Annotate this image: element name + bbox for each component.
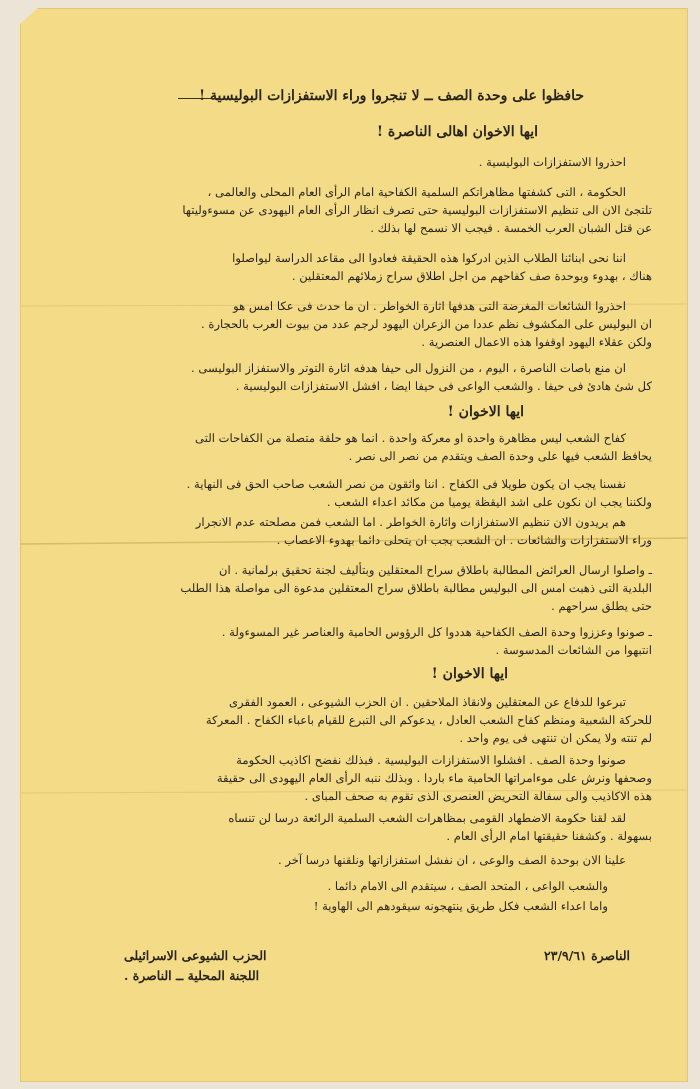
text-line: عن قتل الشبان العرب الخمسة . فيجب الا نسمح لها بذلك . <box>370 221 652 235</box>
text-line: ولكن عقلاء اليهود اوقفوا هذه الاعمال العنصرية . <box>421 335 652 349</box>
text-line: انتبهوا من الشائعات المدسوسة . <box>495 643 652 657</box>
text-line: اننا نحى ابنائنا الطلاب الذين ادركوا هذه الحقيقة فعادوا الى مقاعد الدراسة ليواصلوا <box>232 251 626 265</box>
title-dash-line <box>178 98 220 99</box>
text-line: واما اعداء الشعب فكل طريق ينتهجونه سيقودهم الى الهاوية ! <box>313 899 608 913</box>
text-line: ان منع باصات الناصرة ، اليوم ، من النزول الى حيفا هدفه اثارة التوتر والاستفزاز البوليسى . <box>191 361 626 375</box>
text-line: حتى يطلق سراحهم . <box>551 599 652 613</box>
text-line: وصحفها ونرش على موءامراتها الحامية ماء باردا . وبذلك ننبه الرأى العام اليهودى الى حقيقة <box>216 771 652 785</box>
text-line: تلتجئ الان الى تنظيم الاستفزازات البوليسية حتى تصرف انظار الرأى العام اليهودى عن مسوءوليتها <box>182 203 652 217</box>
text-line: وراء الاستفزازات والشائعات . ان الشعب يجب ان يتحلى دائما بهدوء الاعصاب . <box>276 533 652 547</box>
flyer-paper <box>20 8 688 1082</box>
text-line: للحركة الشعبية ومنظم كفاح الشعب العادل ، يدعوكم الى التبرع للقيام باعباء الكفاح . المعركة <box>205 713 652 727</box>
flyer-title: حافظوا على وحدة الصف ــ لا تنجروا وراء الاستفزازات البوليسية ! <box>198 88 584 104</box>
text-line: نفسنا يجب ان يكون طويلا فى الكفاح . اننا واثقون من نصر الشعب صاحب الحق فى النهاية . <box>186 477 626 491</box>
text-line: احذروا الشائعات المغرضة التى هدفها اثارة الخواطر . ان ما حدث فى عكا امس هو <box>233 299 626 313</box>
text-line: ـ واصلوا ارسال العرائض المطالبة باطلاق سراح المعتقلين وبتأليف لجنة تحقيق برلمانية . ان <box>218 563 652 577</box>
text-line: هم يريدون الان تنظيم الاستفزازات واثارة الخواطر . اما الشعب فمن مصلحته عدم الانجرار <box>195 515 626 529</box>
signature-committee: اللجنة المحلية ــ الناصرة . <box>124 968 260 983</box>
text-line: صونوا وحدة الصف . افشلوا الاستفزازات البوليسية . فبذلك نفضح اكاذيب الحكومة <box>236 753 626 767</box>
text-line: ان البوليس على المكشوف نظم عددا من الزعران اليهود لرجم عدد من بيوت العرب بالحجارة . <box>201 317 652 331</box>
greeting-heading-1: ايها الاخوان اهالى الناصرة ! <box>376 124 538 140</box>
signature-party: الحزب الشيوعى الاسرائيلى <box>124 948 267 963</box>
flyer-text <box>20 8 688 1082</box>
text-line: احذروا الاستفزازات البوليسية . <box>478 155 626 169</box>
greeting-heading-2: ايها الاخوان ! <box>447 404 524 420</box>
text-line: يحافظ الشعب فيها على وحدة الصف ويتقدم من نصر الى نصر . <box>348 449 652 463</box>
text-line: ـ صونوا وعززوا وحدة الصف الكفاحية هددوا كل الرؤوس الحامية والعناصر غير المسوءولة . <box>221 625 652 639</box>
text-line: البلدية التى ذهبت امس الى البوليس مطالبة باطلاق سراح المعتقلين مدعوة الى مواصلة هذا الطلب <box>180 581 652 595</box>
greeting-heading-3: ايها الاخوان ! <box>431 666 508 682</box>
text-line: هناك ، بهدوء وبوحدة صف كفاحهم من اجل اطلاق سراح زملائهم المعتقلين . <box>291 269 652 283</box>
text-line: كل شئ هادئ فى حيفا . والشعب الواعى فى حيفا ايضا ، افشل الاستفزازات البوليسية . <box>235 379 652 393</box>
text-line: تبرعوا للدفاع عن المعتقلين ولانقاذ الملاحقين . ان الحزب الشيوعى ، العمود الفقرى <box>228 695 626 709</box>
text-line: علينا الان بوحدة الصف والوعى ، ان نفشل استفزازاتها ونلقنها درسا آخر . <box>277 853 626 867</box>
text-line: هذه الاكاذيب والى سفالة التحريض العنصرى الذى تقوم به صحف المباى . <box>304 789 652 803</box>
text-line: ولكننا يجب ان نكون على اشد اليقظة يوميا من مكائد اعداء الشعب . <box>326 495 652 509</box>
text-line: بسهولة . وكشفنا حقيقتها امام الرأى العام . <box>446 829 652 843</box>
text-line: الحكومة ، التى كشفتها مظاهراتكم السلمية الكفاحية امام الرأى العام المحلى والعالمى ، <box>207 185 626 199</box>
text-line: كفاح الشعب ليس مظاهرة واحدة او معركة واحدة . انما هو حلقة متصلة من الكفاحات التى <box>195 431 626 445</box>
place-date: الناصرة ٢٣/٩/٦١ <box>544 948 630 963</box>
text-line: لم تنته ولا يمكن ان تنتهى فى يوم واحد . <box>459 731 652 745</box>
text-line: لقد لقنا حكومة الاضطهاد القومى بمظاهرات الشعب السلمية الرائعة درسا لن تنساه <box>228 811 626 825</box>
text-line: والشعب الواعى ، المتحد الصف ، سيتقدم الى الامام دائما . <box>327 879 608 893</box>
